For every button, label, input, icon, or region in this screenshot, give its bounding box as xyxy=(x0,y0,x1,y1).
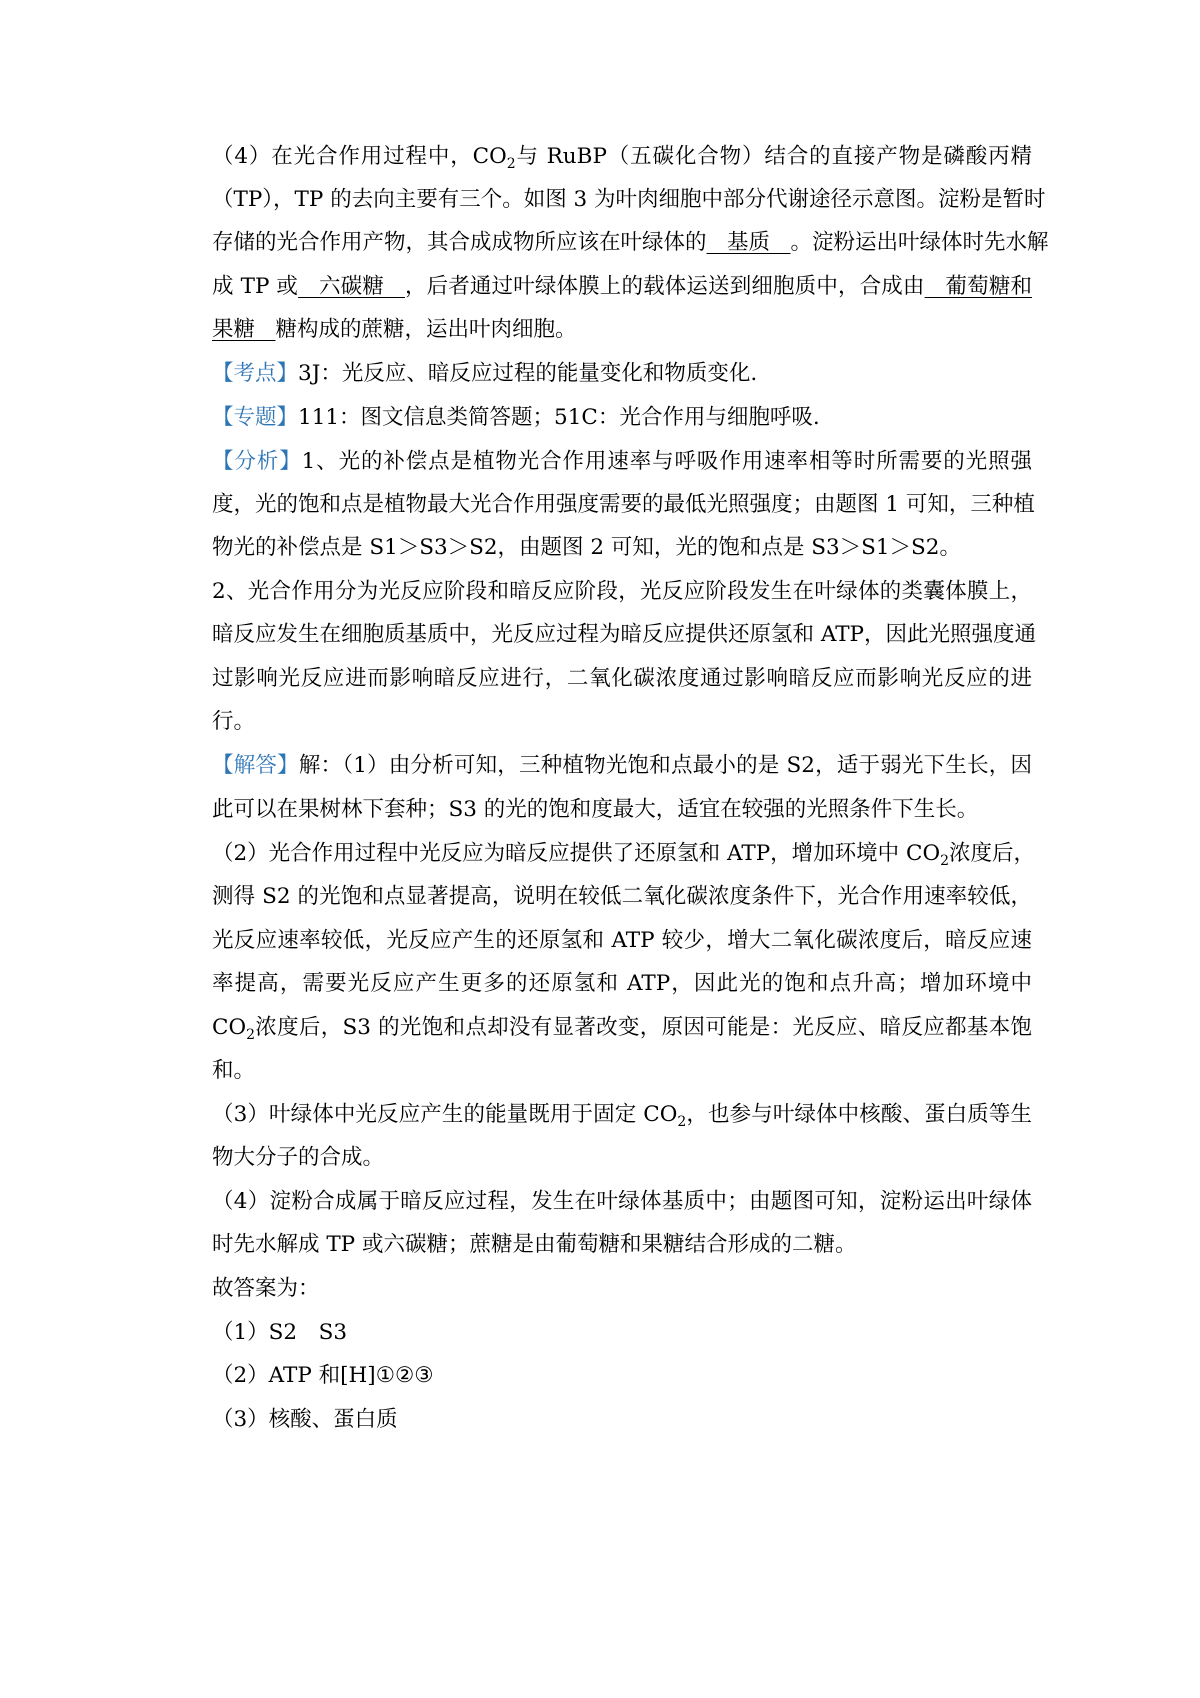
jieda-p2-line-5 xyxy=(212,1013,1032,1043)
text: 1、光的补偿点是植物光合作用速率与呼吸作用速率相等时所需要的光照强 xyxy=(301,449,1032,474)
jieda-p4-line-1: （4）淀粉合成属于暗反应过程，发生在叶绿体基质中；由题图可知，淀粉运出叶绿体 xyxy=(212,1189,1032,1214)
jieda-p2-line-4: 率提高，需要光反应产生更多的还原氢和 ATP，因此光的饱和点升高；增加环境中 xyxy=(212,971,1032,996)
subscript: 2 xyxy=(506,156,516,172)
text: 浓度后，S3 的光饱和点却没有显著改变，原因可能是：光反应、暗反应都基本饱 xyxy=(255,1015,1032,1040)
subscript: 2 xyxy=(940,853,950,869)
text: 解：（1）由分析可知，三种植物光饱和点最小的是 S2，适于弱光下生长，因 xyxy=(298,753,1032,778)
jieda-p3-line-2: 物大分子的合成。 xyxy=(212,1145,385,1170)
text: 糖构成的蔗糖，运出叶肉细胞。 xyxy=(275,317,577,342)
kaodian-line xyxy=(212,359,1032,389)
jieda-p2-line-1 xyxy=(212,839,1036,869)
text: ，后者通过叶绿体膜上的载体运送到细胞质中，合成由 xyxy=(404,274,925,299)
jieda-p2-line-6: 和。 xyxy=(212,1058,256,1083)
answer-3: （3）核酸、蛋白质 xyxy=(212,1407,398,1432)
jieda-line-1 xyxy=(212,751,1032,781)
text: 成 TP 或 xyxy=(212,274,299,299)
jieda-p2-line-2: 测得 S2 的光饱和点显著提高，说明在较低二氧化碳浓度条件下，光合作用速率较低， xyxy=(212,884,1032,909)
jieda-line-2: 此可以在果树林下套种；S3 的光的饱和度最大，适宜在较强的光照条件下生长。 xyxy=(212,797,979,822)
q4-line-4 xyxy=(212,272,1032,302)
answer-2: （2）ATP 和[H]①②③ xyxy=(212,1363,434,1388)
q4-line-2: （TP），TP 的去向主要有三个。如图 3 为叶肉细胞中部分代谢途径示意图。淀粉是暂时 xyxy=(212,187,1046,212)
subscript: 2 xyxy=(677,1114,687,1130)
answer-blank: 葡萄糖和 xyxy=(924,274,1032,299)
fenxi-tag: 【分析】 xyxy=(212,449,302,474)
zhuanti-line xyxy=(212,403,1032,433)
answer-blank: 果糖 xyxy=(212,317,276,342)
text: ，也参与叶绿体中核酸、蛋白质等生 xyxy=(686,1102,1032,1127)
q4-line-5 xyxy=(212,315,1032,345)
zhuanti-tag: 【专题】 xyxy=(212,405,299,430)
fenxi-line-4: 2、光合作用分为光反应阶段和暗反应阶段，光反应阶段发生在叶绿体的类囊体膜上， xyxy=(212,579,1032,604)
text: （3）叶绿体中光反应产生的能量既用于固定 CO xyxy=(212,1102,678,1127)
text: 。淀粉运出叶绿体时先水解 xyxy=(790,230,1049,255)
answer-blank: 六碳糖 xyxy=(298,274,405,299)
answer-1: （1）S2 S3 xyxy=(212,1320,347,1345)
kaodian-tag: 【考点】 xyxy=(212,361,299,386)
q4-line-1 xyxy=(212,142,1032,172)
fenxi-line-2: 度，光的饱和点是植物最大光合作用强度需要的最低光照强度；由题图 1 可知，三种植 xyxy=(212,492,1035,517)
jieda-p2-line-3: 光反应速率较低，光反应产生的还原氢和 ATP 较少，增大二氧化碳浓度后，暗反应速 xyxy=(212,928,1032,953)
fenxi-line-3: 物光的补偿点是 S1＞S3＞S2，由题图 2 可知，光的饱和点是 S3＞S1＞S2。 xyxy=(212,535,961,560)
text: 与 RuBP（五碳化合物）结合的直接产物是磷酸丙精 xyxy=(515,144,1032,169)
text: 浓度后， xyxy=(949,841,1036,866)
fenxi-line-5: 暗反应发生在细胞质基质中，光反应过程为暗反应提供还原氢和 ATP，因此光照强度通 xyxy=(212,622,1036,647)
answer-intro: 故答案为： xyxy=(212,1276,320,1301)
jieda-tag: 【解答】 xyxy=(212,753,299,778)
zhuanti-text: 111：图文信息类简答题；51C：光合作用与细胞呼吸. xyxy=(298,405,820,430)
text: CO xyxy=(212,1015,247,1040)
text: （2）光合作用过程中光反应为暗反应提供了还原氢和 ATP，增加环境中 CO xyxy=(212,841,941,866)
fenxi-line-6: 过影响光反应进而影响暗反应进行，二氧化碳浓度通过影响暗反应而影响光反应的进 xyxy=(212,666,1032,691)
jieda-p4-line-2: 时先水解成 TP 或六碳糖；蔗糖是由葡萄糖和果糖结合形成的二糖。 xyxy=(212,1232,857,1257)
text: （4）在光合作用过程中，CO xyxy=(212,144,507,169)
jieda-p3-line-1 xyxy=(212,1100,1032,1130)
text: 存储的光合作用产物，其合成成物所应该在叶绿体的 xyxy=(212,230,707,255)
fenxi-line-7: 行。 xyxy=(212,709,256,734)
q4-line-3 xyxy=(212,228,1049,258)
kaodian-text: 3J：光反应、暗反应过程的能量变化和物质变化. xyxy=(298,361,758,386)
fenxi-line-1 xyxy=(212,447,1032,477)
subscript: 2 xyxy=(246,1027,255,1043)
answer-blank: 基质 xyxy=(706,230,791,255)
